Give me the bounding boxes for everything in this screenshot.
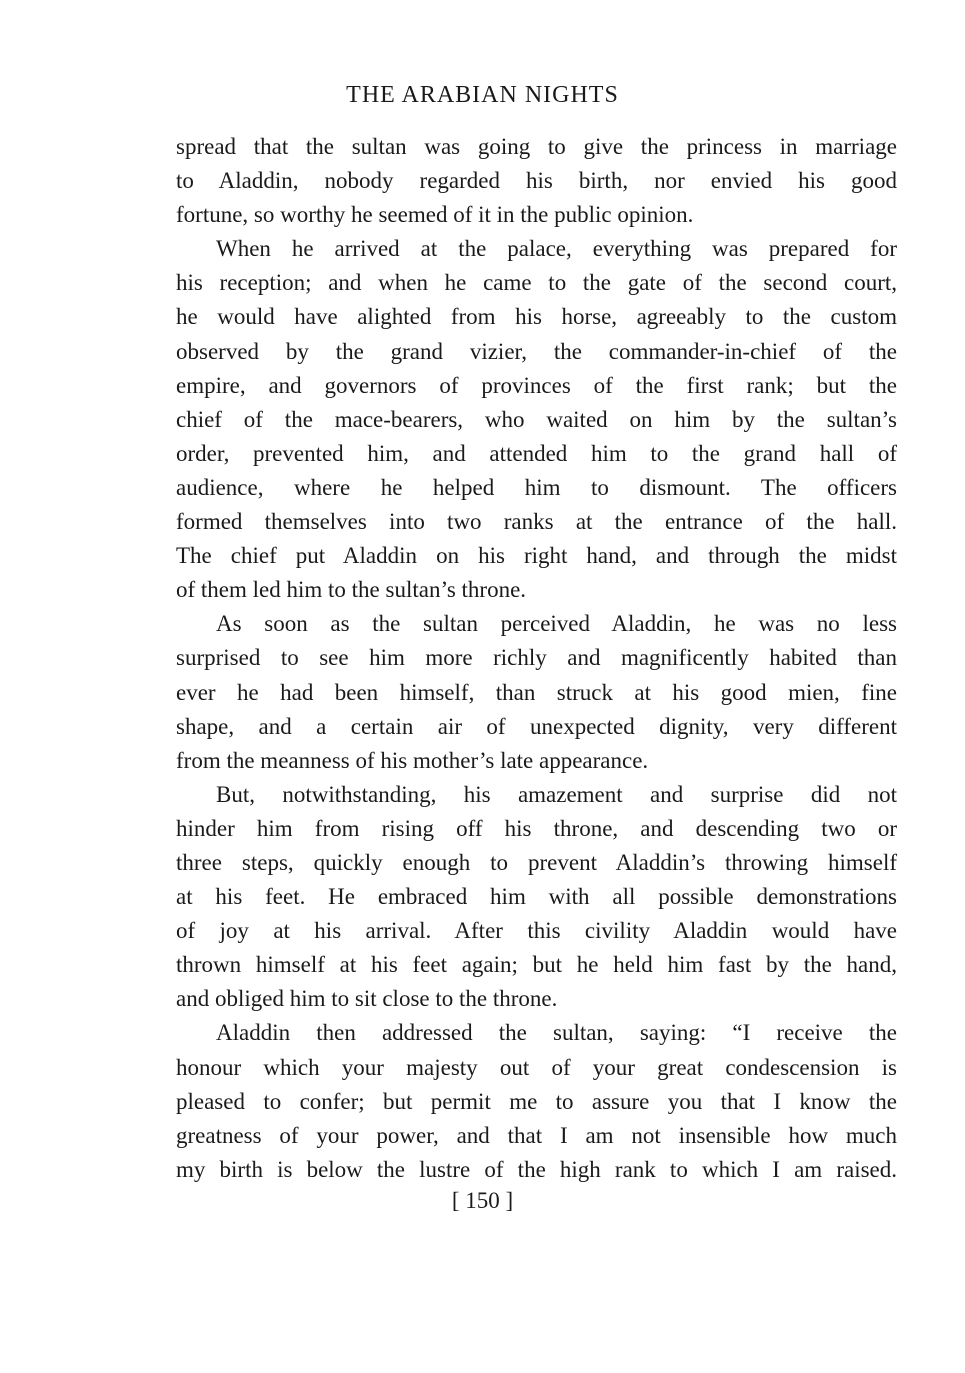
text-line: pleased to confer; but permit me to assure you that I know the: [176, 1088, 897, 1114]
text-line: his reception; and when he came to the gate of the second court,: [176, 270, 897, 296]
text-line: But, notwithstanding, his amazement and surprise did not: [216, 781, 897, 807]
paragraph: [176, 778, 897, 1017]
text-line: formed themselves into two ranks at the entrance of the hall.: [176, 509, 897, 535]
text-line: to Aladdin, nobody regarded his birth, nor envied his good: [176, 168, 897, 194]
paragraph: [176, 607, 897, 777]
text-line: my birth is below the lustre of the high rank to which I am raised.: [176, 1156, 897, 1182]
text-line: of joy at his arrival. After this civility Aladdin would have: [176, 918, 897, 944]
text-line: hinder him from rising off his throne, and descending two or: [176, 815, 897, 841]
text-line: ever he had been himself, than struck at his good mien, fine: [176, 679, 897, 705]
text-line: audience, where he helped him to dismount. The officers: [176, 474, 897, 500]
text-line: and obliged him to sit close to the throne.: [176, 986, 558, 1012]
text-line: from the meanness of his mother’s late appearance.: [176, 747, 649, 773]
text-line: When he arrived at the palace, everything was prepared for: [216, 236, 897, 262]
text-line: observed by the grand vizier, the commander-in-chief of the: [176, 338, 897, 364]
text-line: Aladdin then addressed the sultan, saying: “I receive the: [216, 1020, 897, 1046]
text-line: greatness of your power, and that I am not insensible how much: [176, 1122, 897, 1148]
text-line: spread that the sultan was going to give the princess in marriage: [176, 134, 897, 159]
text-line: The chief put Aladdin on his right hand, and through the midst: [176, 543, 897, 569]
text-line: three steps, quickly enough to prevent Aladdin’s throwing himself: [176, 849, 897, 875]
text-line: of them led him to the sultan’s throne.: [176, 577, 527, 603]
page-number: [ 150 ]: [451, 1188, 514, 1213]
page-body: [176, 130, 897, 1187]
text-line: empire, and governors of provinces of the first rank; but the: [176, 372, 897, 398]
text-line: honour which your majesty out of your great condescension is: [176, 1054, 897, 1080]
paragraph: [176, 1016, 897, 1186]
text-line: surprised to see him more richly and magnificently habited than: [176, 645, 897, 671]
text-line: he would have alighted from his horse, agreeably to the custom: [176, 304, 897, 330]
text-line: shape, and a certain air of unexpected dignity, very different: [176, 713, 897, 739]
text-line: order, prevented him, and attended him to the grand hall of: [176, 440, 897, 466]
text-line: thrown himself at his feet again; but he held him fast by the hand,: [176, 952, 897, 978]
paragraph: [176, 232, 897, 607]
text-line: chief of the mace-bearers, who waited on him by the sultan’s: [176, 406, 897, 432]
text-line: As soon as the sultan perceived Aladdin, he was no less: [216, 611, 897, 637]
running-title: THE ARABIAN NIGHTS: [346, 82, 619, 108]
paragraph: [176, 130, 897, 232]
text-line: at his feet. He embraced him with all possible demonstrations: [176, 884, 897, 910]
text-line: fortune, so worthy he seemed of it in the public opinion.: [176, 202, 694, 228]
